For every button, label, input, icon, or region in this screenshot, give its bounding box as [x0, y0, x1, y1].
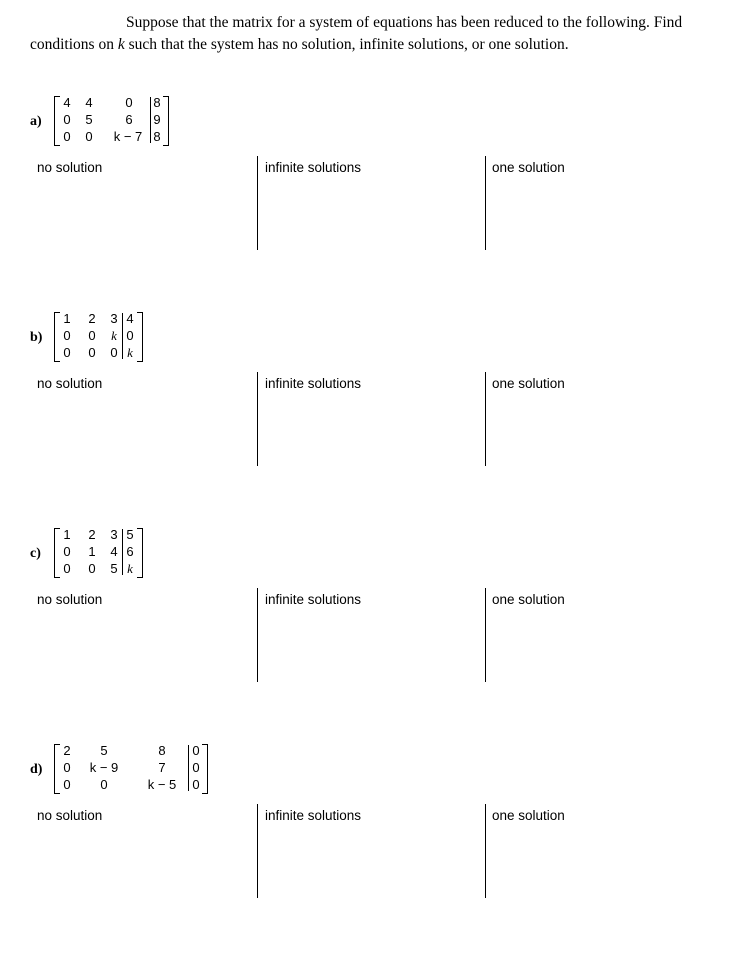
problem-label: c) — [30, 546, 41, 561]
matrix-cell: 0 — [63, 345, 71, 360]
matrix-cell: 1 — [63, 527, 71, 542]
problem-b — [0, 310, 736, 510]
answer-divider — [257, 588, 258, 682]
matrix-cell: 4 — [126, 311, 134, 326]
answer-one-solution: one solution — [492, 376, 565, 391]
matrix-cell: k − 7 — [113, 129, 143, 144]
matrix-cell: 5 — [126, 527, 134, 542]
matrix-cell: 0 — [110, 345, 118, 360]
matrix-cell: 0 — [63, 129, 71, 144]
matrix-cell: 0 — [63, 544, 71, 559]
matrix-cell: 2 — [88, 311, 96, 326]
matrix-cell: k − 5 — [147, 777, 177, 792]
answer-infinite-solutions: infinite solutions — [265, 160, 362, 175]
matrix-cell: 0 — [63, 760, 71, 775]
answer-no-solution: no solution — [37, 376, 103, 391]
matrix-cell: 0 — [88, 345, 96, 360]
matrix-cell: 8 — [153, 95, 161, 110]
matrix-cell: 4 — [63, 95, 71, 110]
answer-no-solution: no solution — [37, 592, 103, 607]
matrix-cell: 3 — [110, 311, 118, 326]
answer-divider — [257, 804, 258, 898]
matrix-cell: 3 — [110, 527, 118, 542]
matrix-cell: 5 — [85, 112, 93, 127]
answer-one-solution: one solution — [492, 160, 565, 175]
matrix-cell: 0 — [192, 743, 200, 758]
matrix-cell: 0 — [63, 112, 71, 127]
matrix-cell: 2 — [88, 527, 96, 542]
instructions — [30, 12, 720, 56]
problem-d — [0, 742, 736, 942]
problem-c — [0, 526, 736, 726]
matrix-cell: 4 — [110, 544, 118, 559]
instructions-line-1: Suppose that the matrix for a system of equations has been reduced to the following. Find — [126, 14, 683, 31]
matrix-cell: 0 — [63, 328, 71, 343]
matrix-cell: 6 — [126, 544, 134, 559]
problem-label: a) — [30, 114, 42, 129]
matrix-cell: 5 — [110, 561, 118, 576]
answer-infinite-solutions: infinite solutions — [265, 592, 362, 607]
answer-infinite-solutions: infinite solutions — [265, 808, 362, 823]
matrix-cell: k — [127, 345, 133, 360]
matrix-cell: 5 — [100, 743, 108, 758]
answer-one-solution: one solution — [492, 592, 565, 607]
matrix-cell: 2 — [63, 743, 71, 758]
answer-divider — [485, 372, 486, 466]
answer-no-solution: no solution — [37, 808, 103, 823]
matrix-cell: 0 — [63, 561, 71, 576]
matrix-cell: 1 — [88, 544, 96, 559]
matrix-cell: 0 — [63, 777, 71, 792]
problem-label: b) — [30, 330, 43, 345]
matrix-cell: k — [127, 561, 133, 576]
matrix-cell: 4 — [85, 95, 93, 110]
matrix-cell: 0 — [88, 328, 96, 343]
answer-divider — [485, 588, 486, 682]
matrix-cell: 0 — [85, 129, 93, 144]
answer-divider — [257, 156, 258, 250]
answer-divider — [485, 804, 486, 898]
variable-k: k — [117, 36, 125, 53]
matrix-cell: 0 — [192, 777, 200, 792]
matrix-cell: 9 — [153, 112, 161, 127]
matrix-cell: 8 — [153, 129, 161, 144]
matrix-cell: k — [111, 328, 117, 343]
matrix-cell: 1 — [63, 311, 71, 326]
answer-divider — [485, 156, 486, 250]
matrix-cell: k − 9 — [89, 760, 119, 775]
matrix-cell: 0 — [100, 777, 108, 792]
answer-infinite-solutions: infinite solutions — [265, 376, 362, 391]
matrix-cell: 0 — [192, 760, 200, 775]
answer-one-solution: one solution — [492, 808, 565, 823]
instructions-line-2: conditions on k such that the system has no solution, infinite solutions, or one solution. — [30, 36, 569, 53]
answer-no-solution: no solution — [37, 160, 103, 175]
matrix-cell: 0 — [125, 95, 133, 110]
matrix-cell: 7 — [158, 760, 166, 775]
problem-a — [0, 94, 736, 294]
matrix-cell: 6 — [125, 112, 133, 127]
answer-divider — [257, 372, 258, 466]
problem-label: d) — [30, 762, 43, 777]
matrix-cell: 0 — [88, 561, 96, 576]
matrix-cell: 8 — [158, 743, 166, 758]
matrix-cell: 0 — [126, 328, 134, 343]
